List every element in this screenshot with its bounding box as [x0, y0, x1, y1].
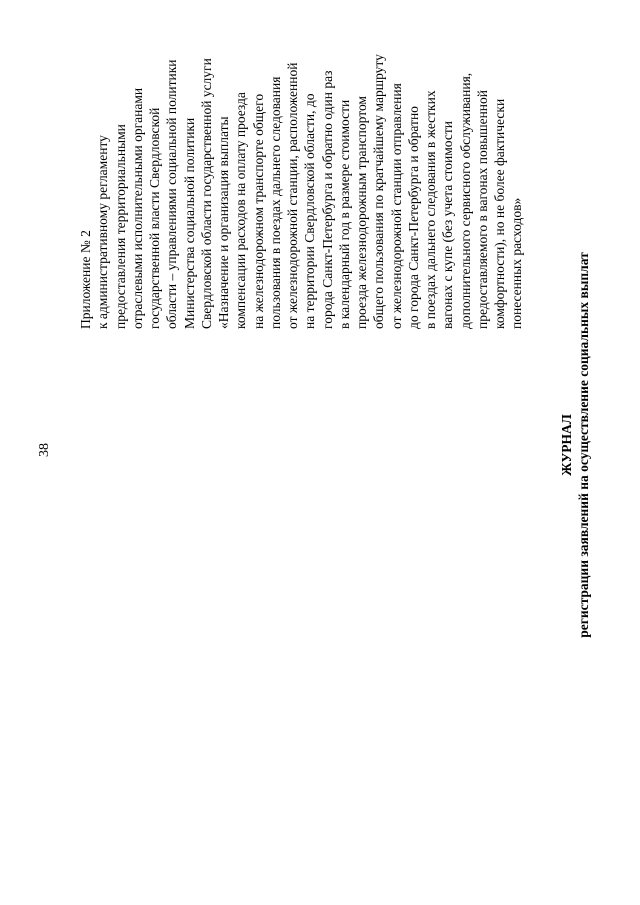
- journal-subtitle: регистрации заявлений на осуществление социальных выплат: [576, 252, 591, 638]
- appendix-line: на железнодорожном транспорте общего: [250, 93, 266, 329]
- appendix-line: в поездах дальнего следования в жестких: [423, 90, 438, 329]
- journal-title: ЖУРНАЛ: [559, 414, 574, 476]
- appendix-line: к административному регламенту: [95, 135, 111, 329]
- appendix-line: государственной власти Свердловской: [147, 107, 162, 329]
- appendix-line: Приложение № 2: [78, 230, 93, 329]
- appendix-line: комфортности), но не более фактически: [492, 98, 507, 329]
- appendix-line: на территории Свердловской области, до: [302, 93, 318, 329]
- appendix-line: «Назначение и организация выплаты: [216, 116, 231, 329]
- appendix-line: отраслевыми исполнительными органами: [129, 87, 145, 329]
- appendix-line: от железнодорожной станции отправления: [388, 83, 404, 329]
- appendix-line: понесенных расходов»: [509, 197, 525, 329]
- appendix-line: города Санкт-Петербурга и обратно один раз: [319, 70, 335, 329]
- journal-heading: [558, 205, 592, 685]
- appendix-line: дополнительного сервисного обслуживания,: [457, 72, 473, 329]
- appendix-line: Свердловской области государственной услуги: [198, 58, 214, 329]
- page-number: 38: [37, 443, 52, 457]
- appendix-line: в календарный год в размере стоимости: [336, 99, 352, 329]
- appendix-line: предоставляемого в вагонах повышенной: [474, 89, 490, 329]
- appendix-line: вагонах с купе (без учета стоимости: [440, 120, 456, 329]
- appendix-line: Министерства социальной политики: [181, 117, 197, 329]
- appendix-line: предоставления территориальными: [112, 124, 128, 329]
- appendix-line: пользования в поездах дальнего следования: [267, 76, 283, 329]
- appendix-line: компенсации расходов на оплату проезда: [233, 92, 249, 329]
- appendix-line: области – управлениями социальной политики: [164, 59, 180, 329]
- appendix-line: общего пользования по кратчайшему маршруту: [371, 54, 387, 329]
- appendix-header: [77, 9, 526, 329]
- appendix-line: от железнодорожной станции, расположенной: [285, 62, 300, 329]
- appendix-line: до города Санкт-Петербурга и обратно: [405, 106, 421, 329]
- appendix-line: проезда железнодорожным транспортом: [354, 96, 369, 329]
